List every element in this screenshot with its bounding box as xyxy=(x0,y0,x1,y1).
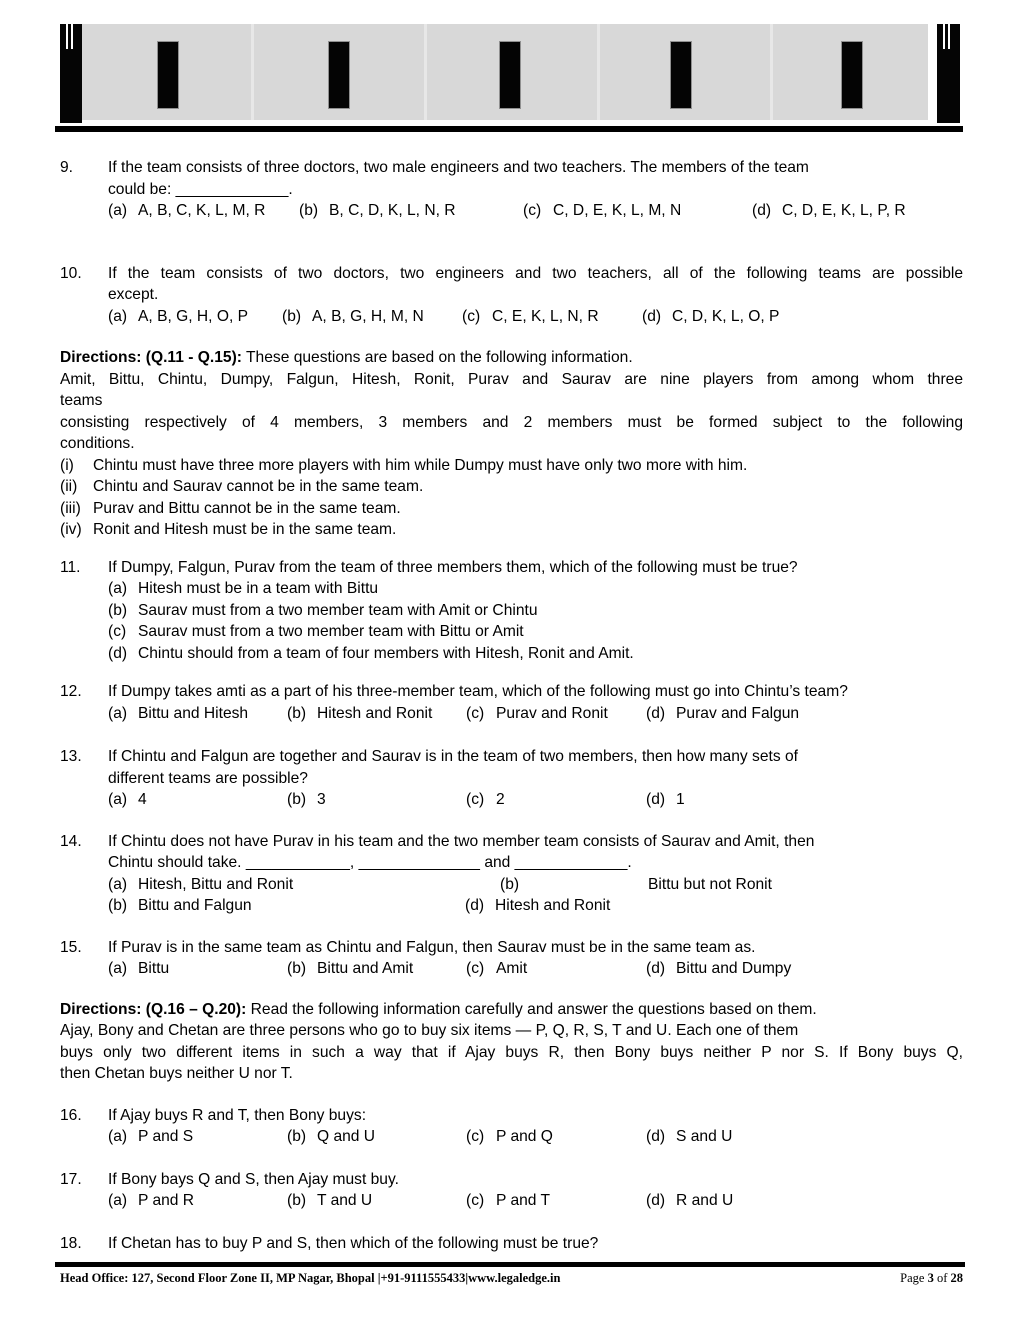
options-row xyxy=(108,1190,963,1212)
option-a xyxy=(108,306,282,328)
option-c xyxy=(462,306,642,328)
directions-heading-bold: Directions: (Q.11 - Q.15): xyxy=(60,349,242,366)
option-label: (b) xyxy=(108,897,128,914)
band-seam xyxy=(424,24,427,120)
option-label: (b) xyxy=(108,601,128,619)
option-b xyxy=(108,600,963,622)
directions-q11-q15 xyxy=(60,347,963,541)
option-label: (b) xyxy=(287,1192,307,1209)
question-12 xyxy=(60,681,963,724)
option-label: (c) xyxy=(108,623,127,640)
question-number: 18. xyxy=(60,1234,82,1252)
header-right-bar-icon xyxy=(937,24,960,123)
directions-heading-bold: Directions: (Q.16 – Q.20): xyxy=(60,1000,247,1018)
option-label: (c) xyxy=(466,791,485,808)
option-c xyxy=(466,1126,646,1148)
of-word: of xyxy=(933,1271,951,1285)
question-18 xyxy=(60,1233,963,1255)
header-tick-bar-icon xyxy=(670,41,692,109)
footer xyxy=(60,1271,963,1286)
option-text: Hitesh, Bittu and Ronit xyxy=(138,875,294,893)
option-b xyxy=(299,200,523,222)
question-number: 13. xyxy=(60,748,82,765)
option-label: (c) xyxy=(466,1192,485,1209)
footer-page-indicator xyxy=(900,1271,963,1286)
options-row xyxy=(108,958,963,980)
question-9 xyxy=(60,157,963,222)
option-c xyxy=(466,703,646,725)
directions-text-line: then Chetan buys neither U nor T. xyxy=(60,1065,293,1082)
option-label: (a) xyxy=(108,1192,128,1209)
option-label: (c) xyxy=(523,202,542,219)
option-label: (b) xyxy=(287,960,307,977)
option-label: (b) xyxy=(287,1128,307,1145)
condition-label: (i) xyxy=(60,456,74,474)
option-text: Bittu and Amit xyxy=(317,960,414,977)
question-text-line: If Chintu does not have Purav in his team and the two member team consists of Saurav and Amit, then xyxy=(108,832,815,850)
question-13 xyxy=(60,746,963,811)
option-b-label-only xyxy=(500,874,648,896)
question-11 xyxy=(60,557,963,665)
option-label: (a) xyxy=(108,580,128,597)
options-row-1 xyxy=(108,874,963,896)
option-label: (d) xyxy=(752,202,772,219)
option-text: Purav and Falgun xyxy=(676,704,800,722)
option-a xyxy=(108,1190,287,1212)
header-left-bar-icon xyxy=(60,24,82,123)
option-label: (d) xyxy=(646,1192,666,1209)
option-text: Saurav must from a two member team with Bittu or Amit xyxy=(138,623,524,640)
question-number: 12. xyxy=(60,683,82,700)
condition-item xyxy=(60,498,963,520)
header-tick-bar-icon xyxy=(499,41,521,109)
option-b xyxy=(287,958,466,980)
option-label: (a) xyxy=(108,1128,128,1145)
option-c xyxy=(466,789,646,811)
options-row-2 xyxy=(108,895,963,917)
question-15 xyxy=(60,937,963,980)
header-tick-bar-icon xyxy=(328,41,350,109)
option-text: Bittu xyxy=(138,960,170,977)
option-label: (a) xyxy=(108,704,128,722)
option-text: Saurav must from a two member team with Amit or Chintu xyxy=(138,601,538,619)
option-b xyxy=(287,1126,466,1148)
option-c xyxy=(108,621,963,643)
option-a xyxy=(108,874,500,896)
condition-text: Chintu must have three more players with him while Dumpy must have only two more with him. xyxy=(93,456,748,474)
directions-text-line: consisting respectively of 4 members, 3 members and 2 members must be formed subject to the following xyxy=(60,413,963,431)
option-text: P and Q xyxy=(496,1128,553,1145)
option-label: (a) xyxy=(108,960,128,977)
option-label: (d) xyxy=(108,644,128,662)
scan-line-icon xyxy=(71,24,73,49)
directions-text-line: Ajay, Bony and Chetan are three persons who go to buy six items — P, Q, R, S, T and U. Each one of them xyxy=(60,1022,799,1039)
option-c xyxy=(466,958,646,980)
option-text: Amit xyxy=(496,960,528,977)
option-label: (d) xyxy=(646,960,666,977)
question-text-line: different teams are possible? xyxy=(108,769,308,787)
question-text-line: If Chintu and Falgun are together and Saurav is in the team of two members, then how many sets of xyxy=(108,748,798,765)
directions-text-line: Amit, Bittu, Chintu, Dumpy, Falgun, Hitesh, Ronit, Purav and Saurav are nine players from among whom three xyxy=(60,370,963,388)
option-text: A, B, G, H, M, N xyxy=(312,307,424,325)
option-text: Hitesh must be in a team with Bittu xyxy=(138,580,379,597)
footer-rule xyxy=(55,1262,965,1267)
options-row xyxy=(108,1126,963,1148)
options-row xyxy=(108,789,963,811)
option-a xyxy=(108,200,299,222)
band-seam xyxy=(597,24,600,120)
option-b xyxy=(287,703,466,725)
option-label: (c) xyxy=(466,1128,485,1145)
option-b2 xyxy=(108,895,465,917)
page-number: 3 xyxy=(927,1271,934,1285)
condition-item xyxy=(60,519,963,541)
option-text: Q and U xyxy=(317,1128,376,1145)
option-label: (b) xyxy=(282,307,302,325)
question-number: 17. xyxy=(60,1170,82,1188)
page-word: Page xyxy=(900,1271,928,1285)
option-d xyxy=(646,789,685,811)
option-b-text xyxy=(648,874,772,896)
option-text: T and U xyxy=(317,1192,373,1209)
condition-item xyxy=(60,455,963,477)
header-tick-bar-icon xyxy=(841,41,863,109)
condition-item xyxy=(60,476,963,498)
question-number: 9. xyxy=(60,159,74,176)
directions-heading xyxy=(60,999,963,1021)
option-label: (b) xyxy=(500,875,520,893)
question-number: 15. xyxy=(60,938,82,956)
option-text: Bittu and Dumpy xyxy=(676,960,792,977)
option-text: A, B, G, H, O, P xyxy=(138,307,249,325)
header-rule xyxy=(55,126,963,132)
option-d xyxy=(108,643,963,665)
directions-text-line: buys only two different items in such a way that if Ajay buys R, then Bony buys neither P nor S. If Bony buys Q, xyxy=(60,1043,963,1061)
question-text-line: could be: _____________. xyxy=(108,180,293,198)
option-a xyxy=(108,578,963,600)
option-text: 2 xyxy=(496,791,505,808)
option-a xyxy=(108,958,287,980)
condition-label: (iii) xyxy=(60,499,81,517)
question-text-line: If Chetan has to buy P and S, then which of the following must be true? xyxy=(108,1234,599,1252)
question-text-line: If the team consists of two doctors, two engineers and two teachers, all of the following teams are possible xyxy=(108,264,963,282)
option-label: (c) xyxy=(466,960,485,977)
option-a xyxy=(108,703,287,725)
option-text: 1 xyxy=(676,791,685,808)
option-b xyxy=(287,1190,466,1212)
options-row xyxy=(108,200,963,222)
option-a xyxy=(108,1126,287,1148)
option-label: (d) xyxy=(465,897,485,914)
option-text: C, D, E, K, L, M, N xyxy=(553,202,682,219)
questions-content xyxy=(60,157,963,1254)
option-label: (a) xyxy=(108,791,128,808)
option-text: Purav and Ronit xyxy=(496,704,608,722)
option-label: (b) xyxy=(287,791,307,808)
question-text-line: If Dumpy, Falgun, Purav from the team of three members them, which of the following must be true? xyxy=(108,558,798,576)
directions-text-line: teams xyxy=(60,392,103,409)
page-total: 28 xyxy=(950,1271,963,1285)
option-text: R and U xyxy=(676,1192,734,1209)
question-number: 14. xyxy=(60,832,82,850)
question-text-line: If Bony bays Q and S, then Ajay must buy. xyxy=(108,1170,399,1188)
option-text: Bittu but not Ronit xyxy=(648,875,772,893)
option-d xyxy=(646,1190,733,1212)
question-text-line: If Ajay buys R and T, then Bony buys: xyxy=(108,1106,367,1124)
option-text: B, C, D, K, L, N, R xyxy=(329,202,456,219)
option-c xyxy=(466,1190,646,1212)
condition-text: Ronit and Hitesh must be in the same team. xyxy=(93,521,397,538)
directions-q16-q20 xyxy=(60,999,963,1085)
option-text: Hitesh and Ronit xyxy=(317,704,433,722)
option-d xyxy=(646,703,799,725)
band-seam xyxy=(251,24,254,120)
option-label: (d) xyxy=(646,704,666,722)
option-text: 4 xyxy=(138,791,147,808)
question-number: 16. xyxy=(60,1106,82,1124)
footer-office-text: Head Office: 127, Second Floor Zone II, MP Nagar, Bhopal |+91-9111555433|www.legaledge.in xyxy=(60,1271,561,1285)
question-number: 10. xyxy=(60,264,82,282)
band-seam xyxy=(770,24,773,120)
option-c xyxy=(523,200,752,222)
question-text-line: If the team consists of three doctors, two male engineers and two teachers. The members of the team xyxy=(108,159,809,176)
scan-line-icon xyxy=(66,24,68,49)
directions-heading-rest: These questions are based on the following information. xyxy=(241,349,633,366)
question-number: 11. xyxy=(60,558,81,576)
option-text: 3 xyxy=(317,791,326,808)
header-gray-band xyxy=(82,24,928,120)
options-row xyxy=(108,703,963,725)
option-text: Bittu and Hitesh xyxy=(138,704,249,722)
option-label: (a) xyxy=(108,307,128,325)
option-text: P and S xyxy=(138,1128,194,1145)
question-14 xyxy=(60,831,963,917)
option-label: (d) xyxy=(646,1128,666,1145)
question-text-line: except. xyxy=(108,286,159,303)
option-d xyxy=(465,895,610,917)
option-d xyxy=(642,306,779,328)
option-label: (b) xyxy=(299,202,319,219)
directions-text-line: conditions. xyxy=(60,435,135,452)
scan-line-icon xyxy=(943,24,945,49)
directions-heading xyxy=(60,347,963,369)
option-text: Chintu should from a team of four members with Hitesh, Ronit and Amit. xyxy=(138,644,634,662)
option-text: C, D, K, L, O, P xyxy=(672,307,780,325)
option-d xyxy=(646,958,791,980)
condition-text: Purav and Bittu cannot be in the same team. xyxy=(93,499,401,517)
header-tick-bar-icon xyxy=(157,41,179,109)
option-text: C, D, E, K, L, P, R xyxy=(782,202,906,219)
option-a xyxy=(108,789,287,811)
option-label: (a) xyxy=(108,202,128,219)
option-b xyxy=(282,306,462,328)
question-17 xyxy=(60,1169,963,1212)
condition-label: (iv) xyxy=(60,521,82,538)
option-label: (a) xyxy=(108,875,128,893)
question-text-line: Chintu should take. ____________, ______________ and _____________. xyxy=(108,854,632,871)
directions-heading-rest: Read the following information carefully and answer the questions based on them. xyxy=(246,1000,817,1018)
question-text-line: If Dumpy takes amti as a part of his three-member team, which of the following must go into Chintu’s team? xyxy=(108,683,848,700)
option-b xyxy=(287,789,466,811)
option-d xyxy=(646,1126,732,1148)
condition-text: Chintu and Saurav cannot be in the same team. xyxy=(93,478,424,495)
scan-line-icon xyxy=(948,24,950,49)
question-16 xyxy=(60,1105,963,1148)
option-d xyxy=(752,200,906,222)
option-text: P and T xyxy=(496,1192,551,1209)
option-text: A, B, C, K, L, M, R xyxy=(138,202,266,219)
option-label: (d) xyxy=(646,791,666,808)
option-label: (c) xyxy=(466,704,485,722)
condition-label: (ii) xyxy=(60,478,78,495)
option-text: Bittu and Falgun xyxy=(138,897,252,914)
option-text: P and R xyxy=(138,1192,195,1209)
options-row xyxy=(108,306,963,328)
option-text: S and U xyxy=(676,1128,733,1145)
option-label: (d) xyxy=(642,307,662,325)
option-label: (c) xyxy=(462,307,481,325)
option-text: Hitesh and Ronit xyxy=(495,897,611,914)
question-text-line: If Purav is in the same team as Chintu and Falgun, then Saurav must be in the same team as. xyxy=(108,938,756,956)
option-label: (b) xyxy=(287,704,307,722)
question-10 xyxy=(60,263,963,328)
option-text: C, E, K, L, N, R xyxy=(492,307,599,325)
